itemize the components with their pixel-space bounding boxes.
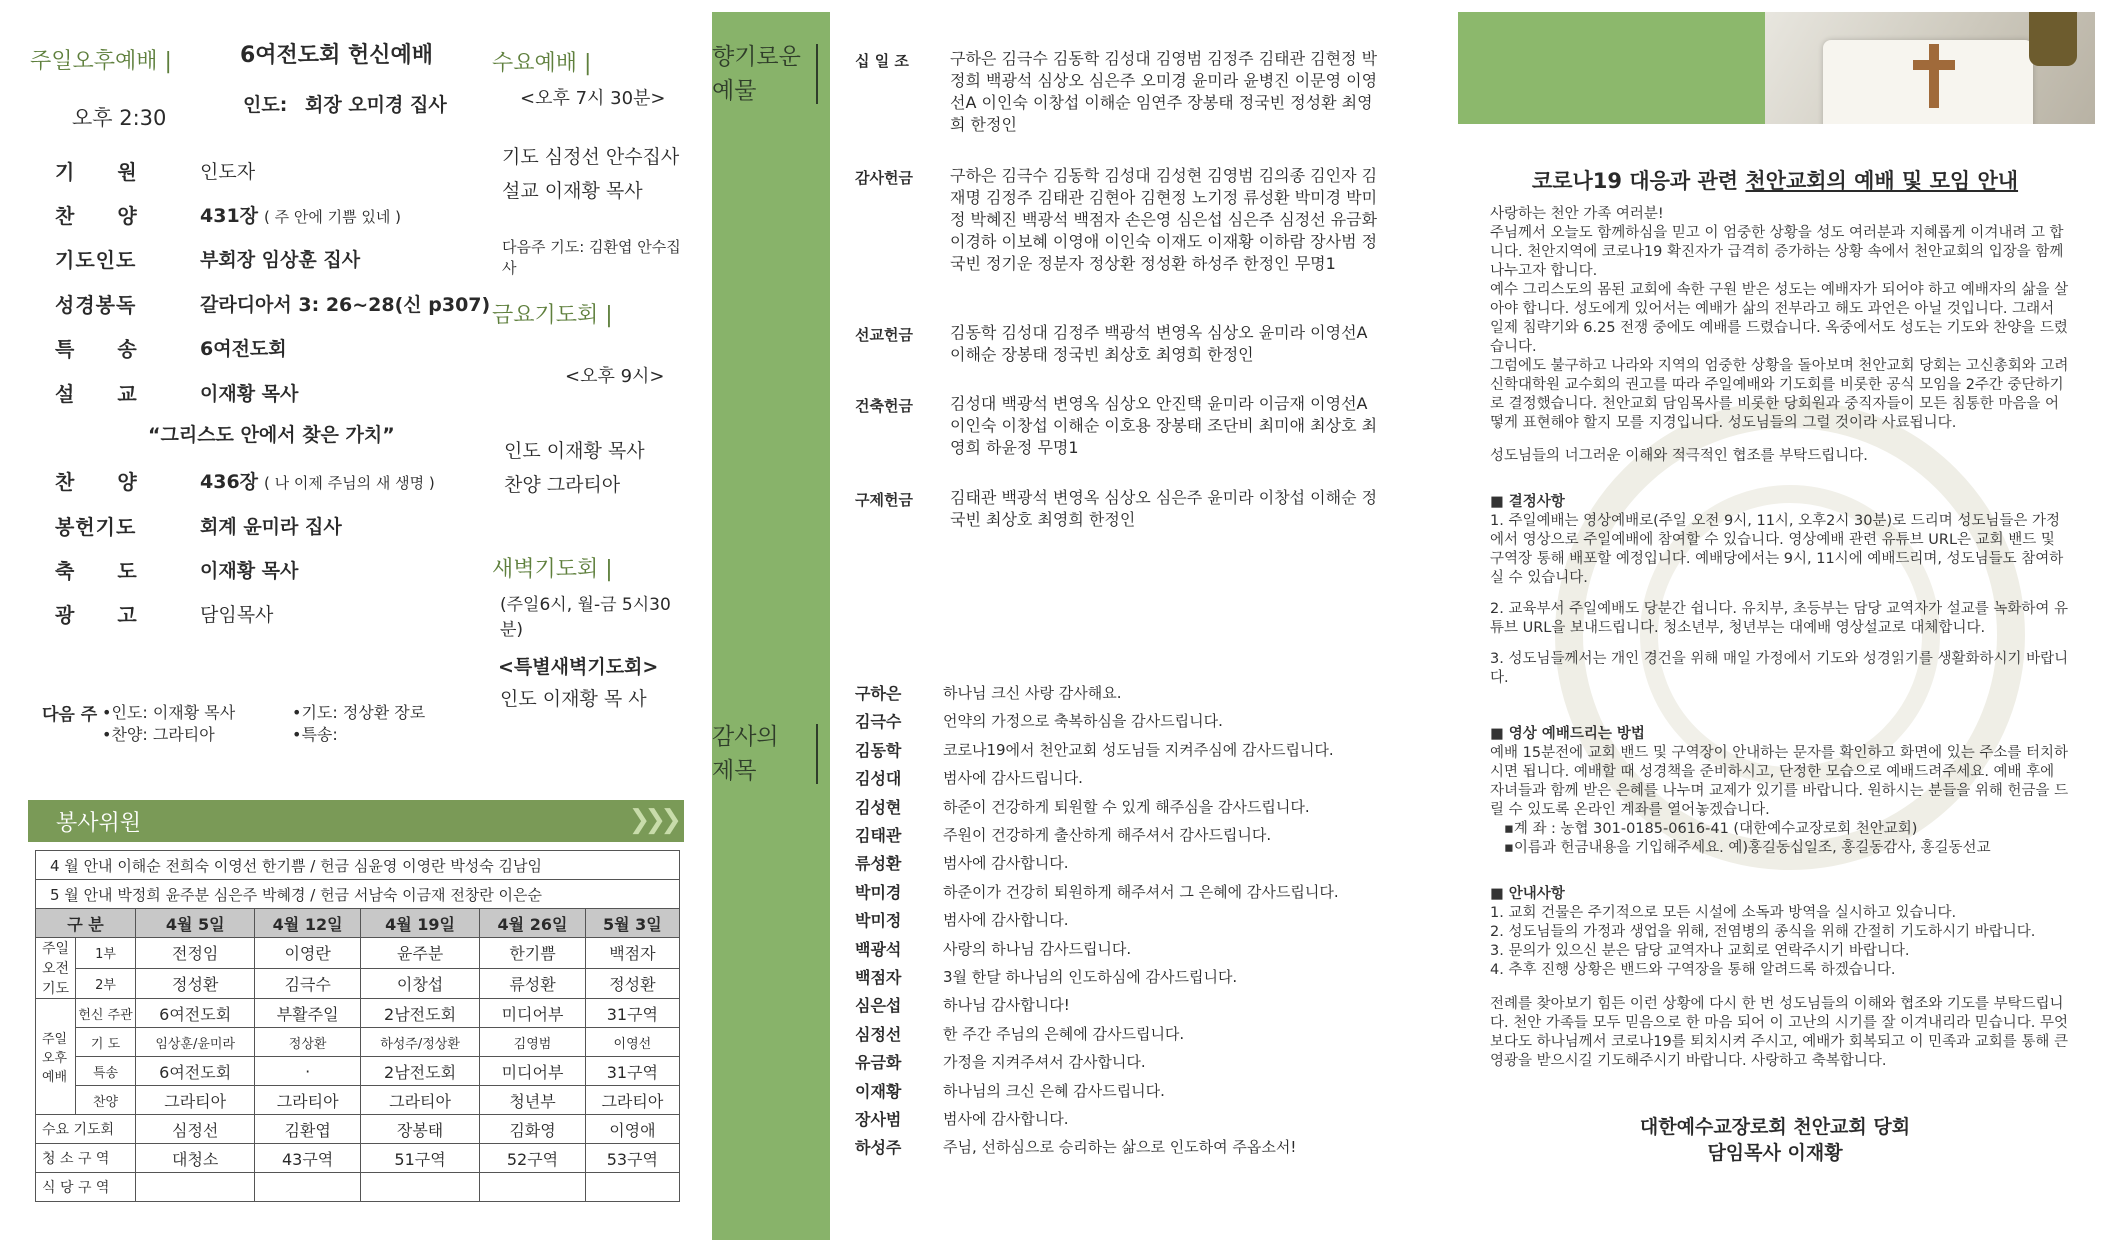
table-cell: 수요 기도회 <box>36 1115 136 1144</box>
order-item <box>55 327 655 367</box>
worship-order-panel <box>0 0 690 1240</box>
bible-photo <box>1765 12 2095 124</box>
table-cell: 정성환 <box>136 968 255 999</box>
order-item-name: 찬 양 <box>55 469 138 494</box>
leader-label: 인도: <box>243 94 288 116</box>
table-row <box>36 851 680 880</box>
table-cell: 백점자 <box>585 938 679 969</box>
table-cell: 31구역 <box>585 1057 679 1086</box>
table-cell: 전정임 <box>136 938 255 969</box>
table-cell: 2남전도회 <box>360 999 479 1028</box>
signature-org: 대한예수교장로회 천안교회 당회 <box>1639 1116 1911 1138</box>
table-cell: 류성환 <box>480 968 586 999</box>
thanks-message: 3월 한달 하나님의 인도하심에 감사드립니다. <box>943 968 1238 986</box>
table-row <box>36 909 680 938</box>
thanks-row <box>855 1104 1395 1133</box>
offering-type: 건축헌금 <box>855 397 913 415</box>
order-item-value: 부회장 임상훈 집사 <box>200 248 361 271</box>
thanks-row <box>855 1047 1395 1076</box>
order-item-value: 436장 ( 나 이제 주님의 새 생명 ) <box>200 470 435 493</box>
table-row <box>36 1144 680 1173</box>
table-cell: 한기쁨 <box>480 938 586 969</box>
table-cell: 그라티아 <box>136 1086 255 1115</box>
thanks-message: 가정을 지켜주셔서 감사합니다. <box>943 1053 1146 1072</box>
order-item-value: 6여전도회 <box>200 337 287 360</box>
offering-row <box>855 487 1395 531</box>
table-cell: 이영애 <box>585 1115 679 1144</box>
table-cell: 부활주일 <box>255 999 361 1028</box>
fri-time: <오후 9시> <box>565 366 665 387</box>
offering-names: 김태관 백광석 변영옥 심상오 심은주 윤미라 이창섭 이해순 정국빈 최상호 최영희 한정인 <box>950 488 1378 529</box>
order-item-value: 인도자 <box>200 160 256 183</box>
table-cell: 정상환 <box>255 1028 361 1057</box>
table-cell: 찬양 <box>76 1086 136 1115</box>
thanks-name: 심은섭 <box>855 996 902 1016</box>
offering-names: 구하은 김극수 김동학 김성대 김성현 김영범 김의종 김인자 김재명 김정주 김태관 김현아 김현정 노기정 류성환 박미경 박미정 박혜진 백광석 백점자 손은영 심은섭 심은주 심정선 유금화 이경하 이보혜 이영애 이인숙 이재도 이재황 이하람 장사범 정국빈 정기운 정분자 정상환 정성환 하성주 한정인 무명1 <box>950 166 1378 273</box>
offering-row <box>855 322 1395 366</box>
sermon-title: “그리스도 안에서 찾은 가치” <box>148 424 395 446</box>
wed-prayer: 기도 심정선 안수집사 <box>502 146 680 168</box>
volunteer-table <box>35 850 680 1202</box>
table-cell: 미디어부 <box>480 999 586 1028</box>
table-cell <box>255 1173 361 1202</box>
offering-section-label: 향기로운 예물 <box>712 40 804 108</box>
offering-row <box>855 165 1395 275</box>
table-row <box>36 1086 680 1115</box>
table-cell: 주일오전기도 <box>36 938 76 999</box>
next-week-item: •인도: 이재황 목사 <box>102 703 236 722</box>
table-cell: 4월 12일 <box>255 909 361 938</box>
table-cell: 2남전도회 <box>360 1057 479 1086</box>
green-side-strip <box>712 12 830 1240</box>
table-row <box>36 999 680 1028</box>
thanks-row <box>855 1019 1395 1048</box>
offering-names: 김동학 김성대 김정주 백광석 변영옥 심상오 윤미라 이영선A 이해순 장봉태 정국빈 최상호 최영희 한정인 <box>950 323 1368 364</box>
thanks-name: 구하은 <box>855 684 902 703</box>
table-cell <box>136 1173 255 1202</box>
thanks-row <box>855 990 1395 1019</box>
table-cell: 김화영 <box>480 1115 586 1144</box>
thanks-row <box>855 905 1395 934</box>
order-item-value: 담임목사 <box>200 603 274 626</box>
table-cell: 4월 5일 <box>136 909 255 938</box>
thanks-name: 김동학 <box>855 740 902 760</box>
table-cell: 그라티아 <box>585 1086 679 1115</box>
offering-row <box>855 48 1395 136</box>
table-row <box>36 1173 680 1202</box>
offering-type: 선교헌금 <box>855 326 913 344</box>
thanks-section-label: 감사의 제목 <box>712 720 804 788</box>
wed-next: 다음주 기도: 김환엽 안수집사 <box>502 238 681 277</box>
thanks-name: 김태관 <box>855 826 902 845</box>
thanks-name: 하성주 <box>855 1138 902 1158</box>
order-item-name: 봉헌기도 <box>55 514 137 539</box>
table-cell: 김극수 <box>255 968 361 999</box>
thanks-name: 백광석 <box>855 939 902 959</box>
table-cell: 기 도 <box>76 1028 136 1057</box>
order-item <box>55 505 655 545</box>
table-row <box>36 880 680 909</box>
open-bible-icon <box>1823 40 2033 124</box>
thanks-row <box>855 1076 1395 1105</box>
thanks-message: 범사에 감사드립니다. <box>943 769 1083 788</box>
next-week-label: 다음 주 <box>42 705 98 725</box>
table-cell: 김영범 <box>480 1028 586 1057</box>
table-cell: 청년부 <box>480 1086 586 1115</box>
fri-praise: 찬양 그라티아 <box>504 474 621 496</box>
table-cell: 2부 <box>76 968 136 999</box>
thanks-row <box>855 678 1395 707</box>
table-row <box>36 968 680 999</box>
notice-title: 코로나19 대응과 관련 천안교회의 예배 및 모임 안내 <box>1531 169 2019 193</box>
table-cell: 김환엽 <box>255 1115 361 1144</box>
table-cell: 구 분 <box>36 909 136 938</box>
thanks-name: 유금화 <box>855 1053 902 1073</box>
wed-time: <오후 7시 30분> <box>520 88 666 109</box>
table-cell: 이창섭 <box>360 968 479 999</box>
offering-names: 김성대 백광석 변영옥 심상오 안진택 윤미라 이금재 이영선A 이인숙 이창섭 이해순 이호용 장봉태 조단비 최미애 최상호 최영희 하윤정 무명1 <box>950 394 1378 457</box>
thanks-message: 범사에 감사합니다. <box>943 1110 1069 1128</box>
order-item-note: ( 주 안에 기쁨 있네 ) <box>264 207 401 226</box>
table-row <box>36 938 680 969</box>
thanks-message: 범사에 감사합니다. <box>943 911 1069 930</box>
table-cell: 52구역 <box>480 1144 586 1173</box>
thanks-message: 코로나19에서 천안교회 성도님들 지켜주심에 감사드립니다. <box>943 740 1334 759</box>
thanks-row <box>855 962 1395 991</box>
online-worship-section: ■ 영상 예배드리는 방법 예배 15분전에 교회 밴드 및 구역장이 안내하는 문자를 확인하고 화면에 있는 주소를 터치하시면 됩니다. 예배할 때 성경책을 준비하시고, 단정한 모습으로 예배드려주세요. 예배 후에 자녀들과 함께 받은 은혜를 나누며 교제가 있기를 바랍니다. 원하시는 분들을 위해 헌금을 드릴 수 있도록 온라인 계좌를 열어놓겠습니다. ▪계 좌 : 농협 301-0185-0616-41 (대한예수교장로회 천안교회) ▪이름과 헌금내용을 기입해주세요. 예)홍길동십일조, 홍길동감사, 홍길동선교 <box>1490 726 2069 856</box>
dawn-title: 새벽기도회 | <box>492 557 613 582</box>
offering-type: 감사헌금 <box>855 169 913 187</box>
order-item-value: 갈라디아서 3: 26~28(신 p307) <box>200 293 491 316</box>
thanks-message: 하나님 크신 사랑 감사해요. <box>943 684 1122 702</box>
table-cell: 43구역 <box>255 1144 361 1173</box>
order-item-name: 축 도 <box>55 558 138 583</box>
lamp-icon <box>2029 12 2077 66</box>
closing-message: 전례를 찾아보기 힘든 이런 상황에 다시 한 번 성도님들의 이해와 협조와 기도를 부탁드립니다. 천안 가족들 모두 믿음으로 한 마음 되어 이 고난의 시기를 잘 이겨내리라 믿습니다. 무엇보다도 하나님께서 코로나19를 퇴치시켜 주시고, 예배가 회복되고 이 민족과 교회를 통해 큰 영광을 받으시길 기도해주시기 바랍니다. 사랑하고 축복합니다. <box>1490 996 2069 1069</box>
table-cell: 하성주/정상환 <box>360 1028 479 1057</box>
thanks-row <box>855 877 1395 906</box>
table-cell: 그라티아 <box>360 1086 479 1115</box>
table-cell: 미디어부 <box>480 1057 586 1086</box>
order-item-value: 회계 윤미라 집사 <box>200 515 342 538</box>
special-dawn-leader: 인도 이재황 목 사 <box>500 688 647 710</box>
table-cell: 5월 3일 <box>585 909 679 938</box>
order-item-name: 성경봉독 <box>55 292 137 317</box>
order-item-value: 이재황 목사 <box>200 559 299 582</box>
table-cell: 특송 <box>76 1057 136 1086</box>
leader-value: 회장 오미경 집사 <box>305 94 447 116</box>
table-cell: 주일 오후 예배 <box>36 999 76 1115</box>
notice-intro: 사랑하는 천안 가족 여러분! 주님께서 오늘도 함께하심을 믿고 이 엄중한 상황을 성도 여러분과 지혜롭게 이겨내려 고 합니다. 천안지역에 코로나19 확진자가 급격히 증가하는 상황 속에서 천안교회의 입장을 함께 나누고자 합니다. 예수 그리스도의 몸된 교회에 속한 구원 받은 성도는 예배자가 되어야 하고 예배자의 삶을 살아야 합니다. 성도에게 있어서는 예배가 삶의 전부라고 해도 과언은 아닐 것입니다. 그래서 일제 침략기와 6.25 전쟁 중에도 예배를 드렸습니다. 옥중에서도 성도는 기도와 찬양을 드렸습니다. 그럼에도 불구하고 나라와 지역의 엄중한 상황을 돌아보며 천안교회 당회는 고신총회와 고려신학대학원 교수회의 권고를 따라 주일예배와 기도회를 비롯한 공식 모임을 2주간 중단하기로 결정했습니다. 천안교회 담임목사를 비롯한 당회원과 중직자들이 모든 침통한 마음을 어떻게 표현해야 할지 모를 지경입니다. 성도님들의 그럴 것이라 사료됩니다. 성도님들의 너그러운 이해와 적극적인 협조를 부탁드립니다. <box>1490 206 2069 464</box>
thanks-name: 장사범 <box>855 1110 902 1129</box>
fri-leader: 인도 이재황 목사 <box>504 440 645 462</box>
thanks-message: 사랑의 하나님 감사드립니다. <box>943 939 1132 958</box>
order-item-name: 광 고 <box>55 602 138 627</box>
table-cell: 1부 <box>76 938 136 969</box>
wed-sermon: 설교 이재황 목사 <box>502 180 643 202</box>
event-title: 6여전도회 헌신예배 <box>240 43 433 68</box>
table-cell: 심정선 <box>136 1115 255 1144</box>
offering-names: 구하은 김극수 김동학 김성대 김영범 김정주 김태관 김현정 박정희 백광석 심상오 심은주 오미경 윤미라 윤병진 이문영 이영선A 이인숙 이창섭 이해순 임연주 장봉태 정국빈 정성환 최영희 한정인 <box>950 49 1378 134</box>
thanks-row <box>855 1132 1395 1161</box>
thanks-name: 김성현 <box>855 797 902 817</box>
table-row <box>36 1115 680 1144</box>
table-cell: · <box>255 1057 361 1086</box>
volunteer-title: 봉사위원 <box>56 811 142 836</box>
table-cell: 51구역 <box>360 1144 479 1173</box>
table-cell: 4월 26일 <box>480 909 586 938</box>
table-cell: 청 소 구 역 <box>36 1144 136 1173</box>
table-cell: 헌신 주관 <box>76 999 136 1028</box>
table-cell <box>360 1173 479 1202</box>
thanks-name: 심정선 <box>855 1024 902 1044</box>
special-dawn-title: <특별새벽기도회> <box>498 656 659 678</box>
cross-icon <box>1929 44 1939 108</box>
thanks-message: 언약의 가정으로 축복하심을 감사드립니다. <box>943 712 1223 731</box>
thanks-message: 하나님의 크신 은혜 감사드립니다. <box>943 1081 1165 1100</box>
table-cell: 이영란 <box>255 938 361 969</box>
offering-row <box>855 393 1395 459</box>
thanks-row <box>855 792 1395 821</box>
thanks-name: 박미정 <box>855 911 902 931</box>
fri-title: 금요기도회 | <box>492 303 613 328</box>
thanks-message: 하나님 감사합니다! <box>943 996 1070 1015</box>
thanks-name: 백점자 <box>855 968 902 987</box>
chevron-right-icon: ❯❯❯ <box>628 805 676 835</box>
order-item-name: 특 송 <box>55 336 138 361</box>
order-item-value: 이재황 목사 <box>200 382 299 405</box>
sunday-pm-time: 오후 2:30 <box>72 106 167 130</box>
table-cell: 4 월 안내 이해순 전희숙 이영선 한기쁨 / 헌금 심윤영 이영란 박성숙 김남임 <box>36 851 680 880</box>
thanks-row <box>855 820 1395 849</box>
signature-pastor: 담임목사 이재황 <box>1707 1142 1843 1164</box>
thanks-message: 주원이 건강하게 출산하게 해주셔서 감사드립니다. <box>943 826 1272 844</box>
table-cell: 6여전도회 <box>136 999 255 1028</box>
order-item-value: 431장 ( 주 안에 기쁨 있네 ) <box>200 204 401 227</box>
thanks-message: 범사에 감사합니다. <box>943 854 1069 873</box>
table-cell: 5 월 안내 박정희 윤주분 심은주 박혜경 / 헌금 서남숙 이금재 전창란 이은순 <box>36 880 680 909</box>
order-item-note: ( 나 이제 주님의 새 생명 ) <box>264 473 435 492</box>
sunday-pm-title: 주일오후예배 | <box>30 49 172 74</box>
table-cell: 이영선 <box>585 1028 679 1057</box>
order-item-name: 설 교 <box>55 381 138 406</box>
header-banner <box>1458 12 2095 124</box>
thanks-message: 한 주간 주님의 은혜에 감사드립니다. <box>943 1024 1185 1043</box>
thanks-row <box>855 848 1395 877</box>
table-cell: 대청소 <box>136 1144 255 1173</box>
table-cell: 식 당 구 역 <box>36 1173 136 1202</box>
wed-title: 수요예배 | <box>492 51 592 76</box>
thanks-row <box>855 735 1395 764</box>
volunteer-bar <box>28 800 684 842</box>
thanks-message: 하준이가 건강히 퇴원하게 해주셔서 그 은혜에 감사드립니다. <box>943 882 1339 901</box>
table-cell: 그라티아 <box>255 1086 361 1115</box>
thanks-row <box>855 934 1395 963</box>
table-cell: 31구역 <box>585 999 679 1028</box>
thanks-name: 김성대 <box>855 769 902 789</box>
thanks-name: 류성환 <box>855 854 902 874</box>
next-week-item: •기도: 정상환 장로 <box>292 703 426 722</box>
thanks-row <box>855 763 1395 792</box>
order-item-name: 기도인도 <box>55 247 137 272</box>
table-cell: 6여전도회 <box>136 1057 255 1086</box>
table-cell: 장봉태 <box>360 1115 479 1144</box>
table-cell: 임상훈/윤미라 <box>136 1028 255 1057</box>
guidance-section: ■ 안내사항 1. 교회 건물은 주기적으로 모든 시설에 소독과 방역을 실시하고 있습니다. 2. 성도님들의 가정과 생업을 위해, 전염병의 종식을 위해 간절히 기도하시기 바랍니다. 3. 문의가 있으신 분은 담당 교역자나 교회로 연락주시기 바랍니다. 4. 추후 진행 상황은 밴드와 구역장을 통해 알려드록 하겠습니다. <box>1490 886 2036 978</box>
table-cell <box>480 1173 586 1202</box>
next-week-item: •찬양: 그라티아 <box>102 725 215 744</box>
thanks-name: 이재황 <box>855 1081 902 1101</box>
thanks-row <box>855 706 1395 735</box>
decisions-section: ■ 결정사항 1. 주일예배는 영상예배로(주일 오전 9시, 11시, 오후2시 30분)로 드리며 성도님들은 가정에서 영상으로 주일예배에 참여할 수 있습니다. 영상예배 관련 유튜브 URL은 교회 밴드 및 구역장 통해 배포할 예정입니다. 예배당에서는 9시, 11시에 예배드리며, 성도님들도 참여하실 수 있습니다. 2. 교육부서 주일예배도 당분간 쉽니다. 유치부, 초등부는 담당 교역자가 설교를 녹화하여 유튜브 URL을 보내드립니다. 청소년부, 청년부는 대예배 영상설교로 대체합니다. 3. 성도님들께서는 개인 경건을 위해 매일 가정에서 기도와 성경읽기를 생활화하시기 바랍니다. <box>1490 494 2069 686</box>
dawn-time: (주일6시, 월-금 5시30분) <box>500 595 671 640</box>
offering-type: 구제헌금 <box>855 491 913 509</box>
thanks-message: 주님, 선하심으로 승리하는 삶으로 인도하여 주옵소서! <box>943 1138 1297 1157</box>
next-week-item: •특송: <box>292 725 338 744</box>
table-cell: 53구역 <box>585 1144 679 1173</box>
table-row <box>36 1028 680 1057</box>
table-cell: 4월 19일 <box>360 909 479 938</box>
table-cell: 윤주분 <box>360 938 479 969</box>
table-row <box>36 1057 680 1086</box>
thanks-name: 박미경 <box>855 882 902 902</box>
offering-type: 십 일 조 <box>855 52 909 70</box>
thanks-name: 김극수 <box>855 712 902 732</box>
table-cell <box>585 1173 679 1202</box>
order-item-name: 찬 양 <box>55 203 138 228</box>
table-cell: 정성환 <box>585 968 679 999</box>
order-item-name: 기 원 <box>55 159 138 184</box>
thanks-message: 하준이 건강하게 퇴원할 수 있게 해주심을 감사드립니다. <box>943 797 1310 816</box>
